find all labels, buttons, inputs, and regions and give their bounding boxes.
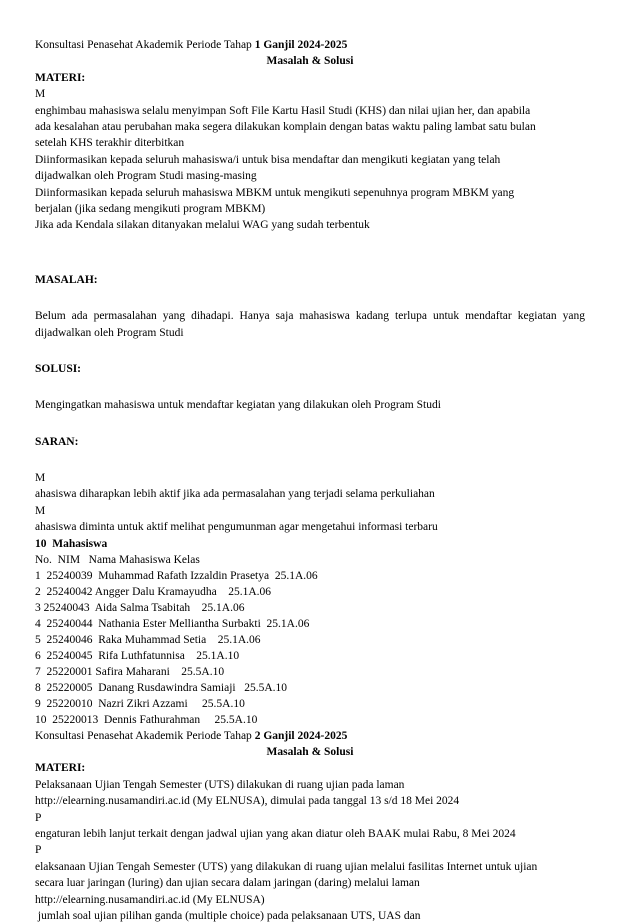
- student-table-header: No. NIM Nama Mahasiswa Kelas: [35, 553, 200, 566]
- materi2-line: engaturan lebih lanjut terkait dengan jadwal ujian yang akan diatur oleh BAAK mulai Rabu, 8 Mei 2024: [35, 828, 516, 840]
- materi-list: [35, 103, 585, 234]
- materi2-line: elaksanaan Ujian Tengah Semester (UTS) yang dilakukan di ruang ujian melalui fasilitas Internet untuk ujian: [35, 860, 538, 873]
- materi2-line: Pelaksanaan Ujian Tengah Semester (UTS) dilakukan di ruang ujian pada laman: [35, 778, 405, 791]
- section-1-header: [35, 37, 585, 53]
- materi-heading: MATERI:: [35, 71, 86, 84]
- student-row: 4 25240044 Nathania Ester Melliantha Surbakti 25.1A.06: [35, 617, 310, 630]
- materi-line: berjalan (jika sedang mengikuti program MBKM): [35, 202, 266, 215]
- saran-line-2: ahasiswa diminta untuk aktif melihat pengumunman agar mengetahui informasi terbaru: [35, 521, 438, 534]
- student-row: 1 25240039 Muhammad Rafath Izzaldin Prasetya 25.1A.06: [35, 569, 318, 582]
- materi2-p: P: [35, 844, 42, 857]
- consultation-section-2: [35, 728, 585, 924]
- masalah-text: Belum ada permasalahan yang dihadapi. Hanya saja mahasiswa kadang terlupa untuk mendaftar kegiatan yang dijadwalkan oleh Program Studi: [35, 310, 585, 339]
- materi2-line: secara luar jaringan (luring) dan ujian secara dalam jaringan (daring) melalui laman: [35, 877, 420, 890]
- materi-line: ada kesalahan atau perubahan maka segera dilakukan komplain dengan batas waktu paling lambat satu bulan: [35, 120, 536, 133]
- materi-heading-2: MATERI:: [35, 762, 86, 775]
- materi-line: enghimbau mahasiswa selalu menyimpan Soft File Kartu Hasil Studi (KHS) dan nilai ujian her, dan apabila: [35, 104, 531, 117]
- saran-m-1: M: [35, 472, 46, 485]
- solusi-text: Mengingatkan mahasiswa untuk mendaftar kegiatan yang dilakukan oleh Program Studi: [35, 399, 441, 412]
- header-period: 2 Ganjil 2024-2025: [254, 729, 348, 742]
- materi2-p: P: [35, 811, 42, 824]
- student-row: 2 25240042 Angger Dalu Kramayudha 25.1A.06: [35, 585, 272, 598]
- materi-line: setelah KHS terakhir diterbitkan: [35, 137, 185, 150]
- student-row: 7 25220001 Safira Maharani 25.5A.10: [35, 665, 225, 678]
- materi2-line: jumlah soal ujian pilihan ganda (multiple choice) pada pelaksanaan UTS, UAS dan: [35, 909, 421, 922]
- consultation-section-1: [35, 37, 585, 924]
- saran-m-2: M: [35, 504, 46, 517]
- saran-line-1: ahasiswa diharapkan lebih aktif jika ada permasalahan yang terjadi selama perkuliahan: [35, 488, 435, 501]
- student-row: 8 25220005 Danang Rusdawindra Samiaji 25.5A.10: [35, 681, 288, 694]
- materi-line: dijadwalkan oleh Program Studi masing-masing: [35, 170, 257, 183]
- header-prefix: Konsultasi Penasehat Akademik Periode Tahap: [35, 729, 255, 742]
- header-prefix: Konsultasi Penasehat Akademik Periode Tahap: [35, 39, 255, 51]
- materi2-line: http://elearning.nusamandiri.ac.id (My ELNUSA): [35, 893, 265, 906]
- masalah-heading: MASALAH:: [35, 273, 98, 286]
- section-1-subtitle: Masalah & Solusi: [266, 55, 354, 68]
- student-count: 10 Mahasiswa: [35, 537, 108, 550]
- solusi-heading: SOLUSI:: [35, 362, 82, 375]
- student-row: 6 25240045 Rifa Luthfatunnisa 25.1A.10: [35, 649, 240, 662]
- student-row: 3 25240043 Aida Salma Tsabitah 25.1A.06: [35, 601, 245, 614]
- materi-line: Jika ada Kendala silakan ditanyakan melalui WAG yang sudah terbentuk: [35, 219, 370, 232]
- header-period: 1 Ganjil 2024-2025: [254, 39, 348, 51]
- materi-line: Diinformasikan kepada seluruh mahasiswa MBKM untuk mengikuti sepenuhnya program MBKM yang: [35, 186, 515, 199]
- materi-m: M: [35, 88, 46, 101]
- section-2-header: [35, 728, 585, 744]
- student-row: 5 25240046 Raka Muhammad Setia 25.1A.06: [35, 633, 261, 646]
- student-list: [35, 568, 585, 728]
- student-row: 9 25220010 Nazri Zikri Azzami 25.5A.10: [35, 697, 245, 710]
- section-2-subtitle: Masalah & Solusi: [266, 746, 354, 759]
- materi-line: Diinformasikan kepada seluruh mahasiswa/i untuk bisa mendaftar dan mengikuti kegiatan yang telah: [35, 153, 501, 166]
- materi2-line: http://elearning.nusamandiri.ac.id (My ELNUSA), dimulai pada tanggal 13 s/d 18 Mei 2024: [35, 795, 460, 808]
- saran-heading: SARAN:: [35, 435, 79, 448]
- student-row: 10 25220013 Dennis Fathurahman 25.5A.10: [35, 713, 258, 726]
